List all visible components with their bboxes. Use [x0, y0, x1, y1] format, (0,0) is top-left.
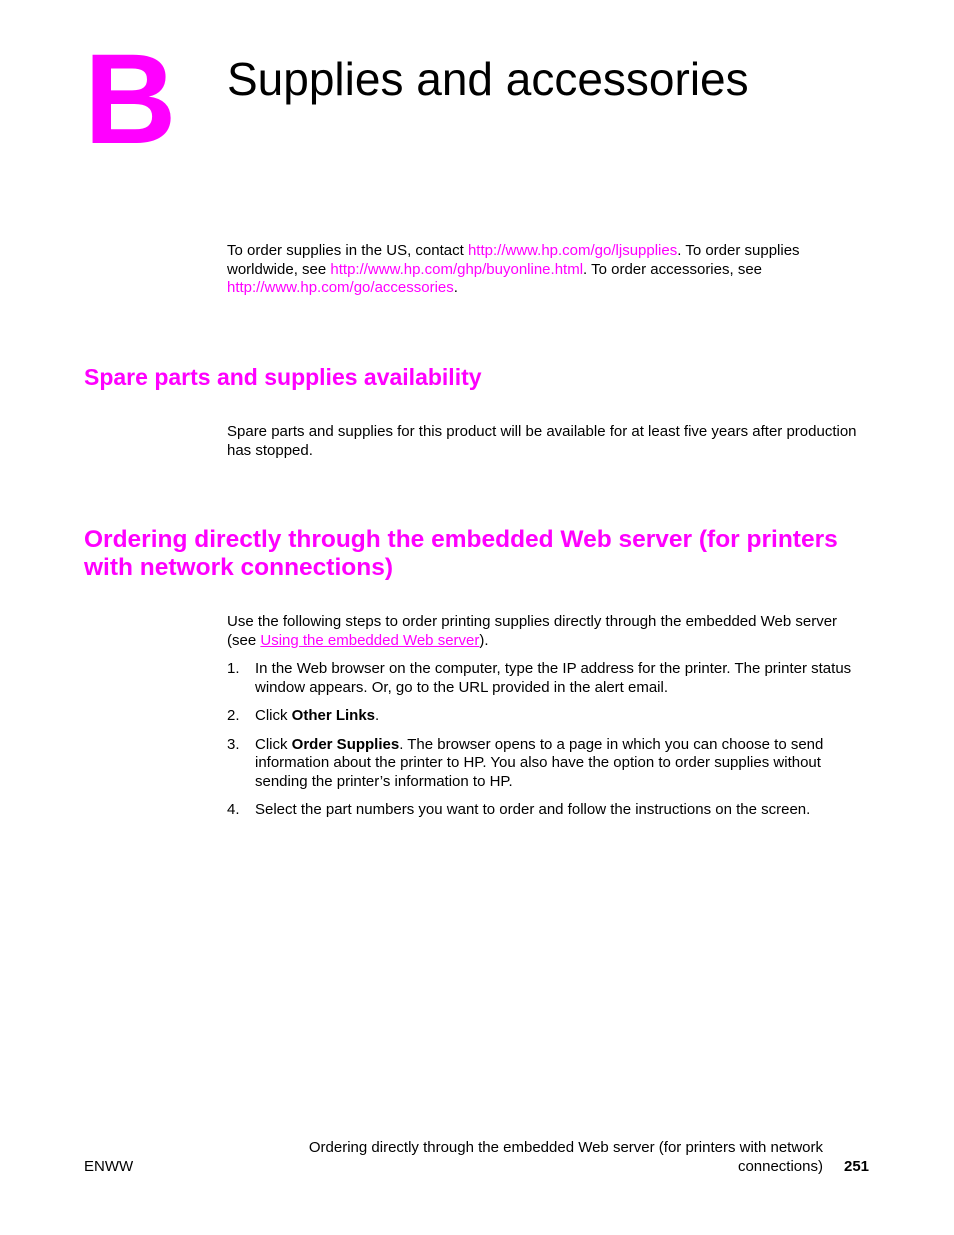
- step-number: 1.: [227, 660, 240, 677]
- step-item: [227, 801, 867, 820]
- step-text: Select the part numbers you want to order and follow the instructions on the screen.: [255, 801, 811, 818]
- chapter-title: Supplies and accessories: [227, 53, 749, 105]
- footer-left-label: ENWW: [84, 1158, 134, 1175]
- intro-text-4: .: [453, 279, 458, 296]
- intro-text-1: To order supplies in the US, contact: [227, 242, 468, 259]
- worldwide-supplies-link[interactable]: http://www.hp.com/ghp/buyonline.html: [330, 260, 584, 278]
- step-text-pre: Click: [255, 735, 292, 753]
- intro-text-2: . To order supplies worldwide, see: [227, 242, 800, 278]
- step-number: 2.: [227, 707, 240, 724]
- step-number: 3.: [227, 735, 240, 753]
- intro-paragraph: [227, 242, 867, 298]
- step-text-bold: Other Links: [291, 707, 376, 724]
- step-item: [227, 707, 867, 726]
- step-text-post: .: [375, 707, 380, 724]
- spare-parts-paragraph: Spare parts and supplies for this product will be available for at least five years after production has stopped.: [227, 423, 857, 459]
- step-text-bold: Order Supplies: [291, 735, 400, 753]
- ordering-heading: Ordering directly through the embedded Web server (for printers with network connections): [84, 526, 838, 581]
- step-item: [227, 660, 867, 697]
- chapter-letter: B: [84, 28, 175, 171]
- ordering-intro-paragraph: [227, 613, 867, 650]
- ordering-intro-text-2: ).: [479, 631, 489, 649]
- step-number: 4.: [227, 801, 240, 818]
- footer-section-title: Ordering directly through the embedded Web server (for printers with network connections): [308, 1139, 823, 1175]
- intro-text-3: . To order accessories, see: [583, 260, 763, 278]
- step-text: In the Web browser on the computer, type the IP address for the printer. The printer status window appears. Or, go to the URL provided in the alert email.: [255, 660, 852, 696]
- accessories-link[interactable]: http://www.hp.com/go/accessories: [227, 279, 454, 296]
- spare-parts-heading: Spare parts and supplies availability: [84, 364, 482, 390]
- step-item: [227, 736, 867, 792]
- step-text-pre: Click: [255, 707, 292, 724]
- ordering-intro-text-1: Use the following steps to order printing supplies directly through the embedded Web server (see: [227, 613, 838, 649]
- page-number: 251: [844, 1158, 870, 1175]
- embedded-web-server-link[interactable]: Using the embedded Web server: [260, 631, 480, 649]
- us-supplies-link[interactable]: http://www.hp.com/go/ljsupplies: [467, 242, 678, 259]
- step-text-post: . The browser opens to a page in which you can choose to send information about the printer to HP. You also have the option to order supplies without sending the printer’s information to HP.: [255, 735, 824, 790]
- ordering-steps-list: [227, 660, 867, 830]
